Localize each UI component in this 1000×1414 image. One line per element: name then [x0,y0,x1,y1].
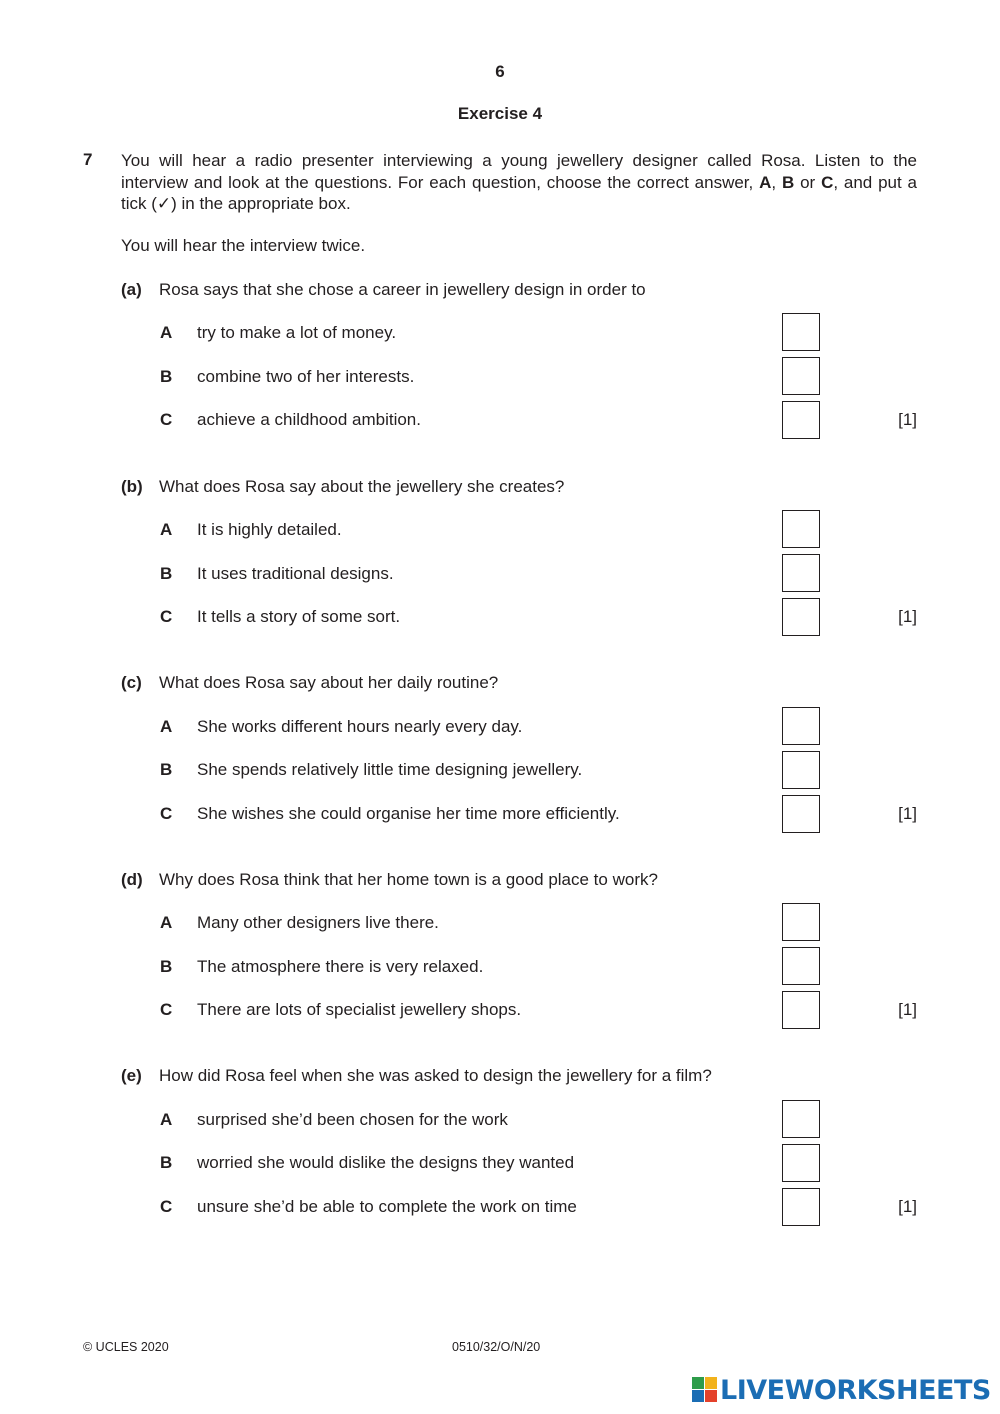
answer-box-b-A[interactable] [782,510,820,548]
option-text: She works different hours nearly every day. [197,717,523,736]
letter-b: B [781,172,795,192]
paper-code: 0510/32/O/N/20 [452,1340,541,1354]
letter-c: C [821,172,834,192]
letter-a: A [759,172,772,192]
option-text: There are lots of specialist jewellery shops. [197,1000,522,1019]
option-letter: B [160,760,173,779]
instruction-part1: You will hear a radio presenter interviewing a young jewellery designer called Rosa. Listen to the interview and look at the questions. For each question, choose the correct answer, [121,151,917,192]
part-question: What does Rosa say about her daily routine? [159,673,499,692]
answer-box-d-A[interactable] [782,903,820,941]
option-letter: A [160,913,173,932]
part-label: (b) [121,477,143,496]
mark-allocation: [1] [898,1000,917,1019]
option-text: achieve a childhood ambition. [197,410,421,429]
mark-allocation: [1] [898,410,917,429]
liveworksheets-logo[interactable] [692,1374,991,1406]
answer-box-a-C[interactable] [782,401,820,439]
option-letter: C [160,607,173,626]
option-text: It is highly detailed. [197,520,342,539]
part-question: Rosa says that she chose a career in jewellery design in order to [159,280,646,299]
part-question: How did Rosa feel when she was asked to design the jewellery for a film? [159,1066,712,1085]
part-label: (a) [121,280,142,299]
option-letter: C [160,1000,173,1019]
option-text: The atmosphere there is very relaxed. [197,957,484,976]
part-label: (e) [121,1066,142,1085]
liveworksheets-logo-icon [692,1377,718,1403]
answer-box-e-C[interactable] [782,1188,820,1226]
option-text: She wishes she could organise her time more efficiently. [197,804,620,823]
answer-box-b-B[interactable] [782,554,820,592]
instruction-sep: , [771,172,777,192]
answer-box-c-B[interactable] [782,751,820,789]
option-letter: C [160,1197,173,1216]
copyright-notice: © UCLES 2020 [83,1340,169,1354]
question-number: 7 [83,150,93,169]
answer-box-b-C[interactable] [782,598,820,636]
answer-box-e-A[interactable] [782,1100,820,1138]
mark-allocation: [1] [898,1197,917,1216]
part-question: Why does Rosa think that her home town is a good place to work? [159,870,658,889]
option-letter: B [160,957,173,976]
option-letter: B [160,367,173,386]
option-text: Many other designers live there. [197,913,439,932]
page-number: 6 [495,62,505,81]
answer-box-d-B[interactable] [782,947,820,985]
option-letter: C [160,804,173,823]
option-letter: A [160,717,173,736]
part-label: (c) [121,673,142,692]
option-letter: B [160,564,173,583]
option-text: worried she would dislike the designs they wanted [197,1153,575,1172]
option-text: try to make a lot of money. [197,323,397,342]
answer-box-a-A[interactable] [782,313,820,351]
liveworksheets-wordmark: LIVEWORKSHEETS [720,1374,991,1406]
option-letter: B [160,1153,173,1172]
part-question: What does Rosa say about the jewellery she creates? [159,477,565,496]
option-text: It uses traditional designs. [197,564,394,583]
option-text: combine two of her interests. [197,367,415,386]
answer-box-d-C[interactable] [782,991,820,1029]
answer-box-e-B[interactable] [782,1144,820,1182]
option-text: unsure she’d be able to complete the work on time [197,1197,577,1216]
mark-allocation: [1] [898,607,917,626]
answer-box-c-A[interactable] [782,707,820,745]
option-letter: C [160,410,173,429]
option-letter: A [160,1110,173,1129]
instruction-note: You will hear the interview twice. [121,236,366,255]
option-text: surprised she’d been chosen for the work [197,1110,508,1129]
answer-box-a-B[interactable] [782,357,820,395]
option-letter: A [160,323,173,342]
exercise-title: Exercise 4 [457,104,543,123]
option-text: She spends relatively little time designing jewellery. [197,760,583,779]
mark-allocation: [1] [898,804,917,823]
answer-box-c-C[interactable] [782,795,820,833]
option-letter: A [160,520,173,539]
option-text: It tells a story of some sort. [197,607,401,626]
part-label: (d) [121,870,143,889]
question-instruction [121,150,917,215]
instruction-or: or [800,172,816,192]
instruction-part2: , and put a tick (✓) in the appropriate box. [121,172,918,213]
